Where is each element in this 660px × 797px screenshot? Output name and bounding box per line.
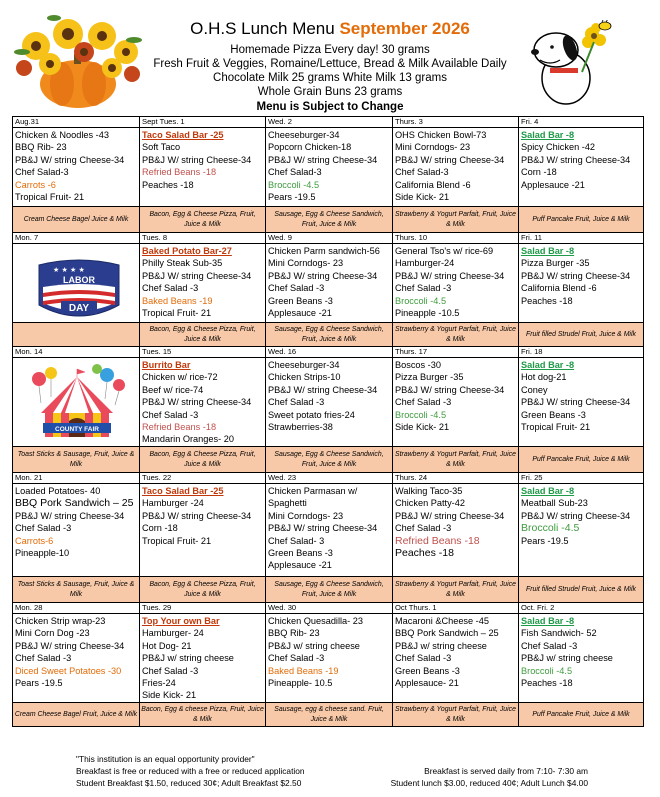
day-cell <box>140 473 266 577</box>
menu-item: Hamburger -24 <box>142 498 204 509</box>
menu-change-note: Menu is Subject to Change <box>256 101 404 113</box>
menu-item: PB&J W/ string Cheese-34 <box>15 640 125 651</box>
day-cell <box>13 117 140 207</box>
menu-item: Diced Sweet Potatoes -30 <box>15 665 122 676</box>
menu-item: PB&J W/ string Cheese-34 <box>395 510 505 521</box>
day-cell <box>140 347 266 447</box>
menu-item: Mini Corn Dog -23 <box>15 628 90 639</box>
breakfast-row <box>13 207 644 233</box>
menu-item: PB&J W/ string Cheese-34 <box>395 154 505 165</box>
day-label: Tues. 22 <box>140 473 265 484</box>
menu-item: Mini Corndogs- 23 <box>268 510 344 521</box>
breakfast-cell: Puff Pancake Fruit, Juice & Milk <box>519 703 644 727</box>
day-label: Wed. 9 <box>266 233 392 244</box>
menu-item: Chicken w/ rice-72 <box>142 372 218 383</box>
day-cell <box>140 117 266 207</box>
day-cell <box>393 347 519 447</box>
breakfast-cell: Sausage, Egg & Cheese Sandwich, Fruit, Juice & Milk <box>266 207 393 233</box>
menu-item: Chef Salad -3 <box>395 283 452 294</box>
day-cell <box>393 473 519 577</box>
breakfast-row <box>13 323 644 347</box>
menu-item: PB&J W/ string Cheese-34 <box>142 397 252 408</box>
breakfast-cell: Strawberry & Yogurt Parfait, Fruit, Juice & Milk <box>393 207 519 233</box>
menu-item: Green Beans -3 <box>268 548 333 559</box>
menu-item: Chef Salad -3 <box>15 653 72 664</box>
menu-item: Broccoli -4.5 <box>521 665 573 676</box>
menu-item: Chicken & Noodles -43 <box>15 130 109 140</box>
day-label: Mon. 28 <box>13 603 139 614</box>
header-line-2: Fresh Fruit & Veggies, Romaine/Lettuce, Bread & Milk Available Daily <box>153 58 507 70</box>
menu-item: Cheeseburger-34 <box>268 130 340 140</box>
menu-calendar <box>12 116 644 727</box>
menu-item: OHS Chicken Bowl-73 <box>395 130 487 140</box>
breakfast-cell: Fruit filled Strudel Fruit, Juice & Milk <box>519 323 644 347</box>
day-cell <box>13 603 140 703</box>
menu-item: Side Kick- 21 <box>142 690 197 701</box>
menu-item: Chef Salad -3 <box>395 523 452 534</box>
breakfast-cell: Strawberry & Yogurt Parfait, Fruit, Juice & Milk <box>393 703 519 727</box>
menu-item: Refried Beans -18 <box>395 534 480 547</box>
breakfast-cell: Bacon, Egg & Cheese Pizza, Fruit, Juice & Milk <box>140 323 266 347</box>
day-label: Fri. 18 <box>519 347 643 358</box>
menu-item: Hot Dog- 21 <box>142 640 192 651</box>
day-label: Fri. 25 <box>519 473 643 484</box>
day-label: Wed. 23 <box>266 473 392 484</box>
menu-item: Peaches -18 <box>142 179 194 190</box>
day-cell <box>393 117 519 207</box>
menu-item: Side Kick- 21 <box>395 422 450 433</box>
menu-item: Fries-24 <box>142 678 176 689</box>
menu-item: Refried Beans -18 <box>142 422 217 433</box>
menu-item: Hamburger-24 <box>395 258 455 269</box>
breakfast-time: Breakfast is served daily from 7:10- 7:30 am <box>424 766 588 776</box>
breakfast-cell: Fruit filled Strudel Fruit, Juice & Milk <box>519 577 644 603</box>
menu-item: Chef Salad -3 <box>15 523 72 534</box>
menu-item: PB&J W/ string Cheese-34 <box>521 270 631 281</box>
free-reduced-note: Breakfast is free or reduced with a free or reduced application <box>76 766 305 776</box>
week-row <box>13 603 644 703</box>
breakfast-cell: Cream Cheese Bagel Juice & Milk <box>13 207 140 233</box>
menu-item: PB&J W/ string Cheese-34 <box>268 270 378 281</box>
day-label: Mon. 21 <box>13 473 139 484</box>
menu-item: Chicken Parm sandwich-56 <box>268 246 380 256</box>
breakfast-cell <box>13 323 140 347</box>
menu-item: Chef Salad-3 <box>268 167 322 178</box>
day-cell <box>393 233 519 323</box>
day-label: Thurs. 17 <box>393 347 518 358</box>
menu-item: Broccoli -4.5 <box>395 295 447 306</box>
day-label: Mon. 14 <box>13 347 139 358</box>
breakfast-row <box>13 703 644 727</box>
menu-item: PB&J W/ string Cheese-34 <box>142 510 252 521</box>
menu-item: Coney <box>521 384 548 395</box>
menu-item: PB&J W/ string Cheese-34 <box>15 510 125 521</box>
menu-item: PB&J W/ string Cheese-34 <box>521 397 631 408</box>
day-label: Thurs. 24 <box>393 473 518 484</box>
menu-item: BBQ Pork Sandwich – 25 <box>15 497 134 510</box>
menu-item: Chef Salad-3 <box>395 167 449 178</box>
day-label: Aug.31 <box>13 117 139 128</box>
day-label: Thurs. 3 <box>393 117 518 128</box>
menu-item: California Blend -6 <box>395 179 471 190</box>
menu-item: Boscos -30 <box>395 360 441 370</box>
menu-item: PB&J w/ string cheese <box>521 653 613 664</box>
menu-item: Top Your own Bar <box>142 616 220 626</box>
menu-item: Corn -18 <box>521 167 557 178</box>
menu-item: PB&J w/ string cheese <box>395 640 487 651</box>
day-label: Mon. 7 <box>13 233 139 244</box>
labor-day-badge <box>35 257 123 321</box>
header-line-1: Homemade Pizza Every day! 30 grams <box>230 44 430 56</box>
county-fair-tent-graphic <box>27 363 127 447</box>
day-cell <box>519 473 644 577</box>
menu-item: Strawberries-38 <box>268 422 333 433</box>
menu-item: Loaded Potatoes- 40 <box>15 486 101 496</box>
day-label: Oct Thurs. 1 <box>393 603 518 614</box>
breakfast-cell: Strawberry & Yogurt Parfait, Fruit, Juice & Milk <box>393 447 519 473</box>
day-cell <box>140 603 266 703</box>
menu-item: Pineapple-10 <box>15 548 70 559</box>
menu-item: Chef Salad -3 <box>395 653 452 664</box>
menu-item: PB&J W/ string Cheese-34 <box>142 154 252 165</box>
breakfast-cell: Puff Pancake Fruit, Juice & Milk <box>519 447 644 473</box>
menu-item: Burrito Bar <box>142 360 191 370</box>
header-line-4: Whole Grain Buns 23 grams <box>257 86 403 98</box>
breakfast-cell: Bacon, Egg & Cheese Pizza, Fruit, Juice & Milk <box>140 207 266 233</box>
menu-item: Chef Salad -3 <box>395 397 452 408</box>
menu-item: Applesauce -21 <box>268 560 332 571</box>
day-cell <box>266 473 393 577</box>
menu-item: Pizza Burger -35 <box>521 258 590 269</box>
day-label: Fri. 4 <box>519 117 643 128</box>
menu-item: Chicken Quesadilla- 23 <box>268 616 363 626</box>
menu-item: Tropical Fruit- 21 <box>521 422 591 433</box>
menu-item: Mandarin Oranges- 20 <box>142 434 234 445</box>
menu-item: Taco Salad Bar -25 <box>142 486 224 496</box>
menu-item: Tropical Fruit- 21 <box>15 192 85 203</box>
day-cell <box>266 233 393 323</box>
menu-item: Pears -19.5 <box>268 192 316 203</box>
menu-item: Chicken Strips-10 <box>268 372 341 383</box>
breakfast-cell: Toast Sticks & Sausage, Fruit, Juice & Milk <box>13 577 140 603</box>
week-row <box>13 117 644 207</box>
menu-item: PB&J W/ string Cheese-34 <box>268 154 378 165</box>
menu-item: BBQ Pork Sandwich – 25 <box>395 628 499 639</box>
menu-item: Applesauce- 21 <box>395 678 459 689</box>
breakfast-cell: Puff Pancake Fruit, Juice & Milk <box>519 207 644 233</box>
header-line-3: Chocolate Milk 25 grams White Milk 13 grams <box>213 72 447 84</box>
menu-item: Salad Bar -8 <box>521 130 575 140</box>
menu-item: Pineapple- 10.5 <box>268 678 333 689</box>
title-month: September 2026 <box>339 19 470 38</box>
menu-item: Baked Beans -19 <box>142 295 213 306</box>
day-cell <box>140 233 266 323</box>
day-cell <box>519 603 644 703</box>
day-label: Tues. 29 <box>140 603 265 614</box>
menu-item: PB&J W/ string Cheese-34 <box>15 154 125 165</box>
snoopy-woodstock-graphic <box>522 20 614 110</box>
day-cell <box>519 117 644 207</box>
menu-item: Macaroni &Cheese -45 <box>395 616 489 626</box>
day-cell <box>266 347 393 447</box>
menu-item: Peaches -18 <box>395 547 454 560</box>
menu-item: PB&J W/ string Cheese-34 <box>521 510 631 521</box>
menu-item: Pears -19.5 <box>15 678 63 689</box>
day-cell <box>13 347 140 447</box>
menu-item: Taco Salad Bar -25 <box>142 130 224 140</box>
menu-item: Sweet potato fries-24 <box>268 409 355 420</box>
menu-item: Mini Corndogs- 23 <box>395 142 471 153</box>
day-cell <box>13 233 140 323</box>
menu-item: Pizza Burger -35 <box>395 372 464 383</box>
day-label: Oct. Fri. 2 <box>519 603 643 614</box>
day-label: Thurs. 10 <box>393 233 518 244</box>
menu-item: PB&J W/ string Cheese-34 <box>268 523 378 534</box>
menu-item: Spicy Chicken -42 <box>521 142 596 153</box>
menu-item: BBQ Rib- 23 <box>268 628 320 639</box>
menu-item: Cheeseburger-34 <box>268 360 340 370</box>
menu-item: Beef w/ rice-74 <box>142 384 204 395</box>
menu-item: Peaches -18 <box>521 678 573 689</box>
menu-item: PB&J W/ string Cheese-34 <box>521 154 631 165</box>
breakfast-cell: Sausage, Egg & Cheese Sandwich, Fruit, Juice & Milk <box>266 447 393 473</box>
svg-text:LABOR: LABOR <box>63 275 95 285</box>
menu-item: Chicken Patty-42 <box>395 498 465 509</box>
menu-item: Salad Bar -8 <box>521 360 575 370</box>
menu-item: Broccoli -4.5 <box>521 522 580 535</box>
menu-item: Tropical Fruit- 21 <box>142 308 212 319</box>
menu-item: Philly Steak Sub-35 <box>142 258 223 269</box>
menu-item: Applesauce -21 <box>521 179 585 190</box>
menu-item: Hamburger- 24 <box>142 628 204 639</box>
menu-item: Broccoli -4.5 <box>395 409 447 420</box>
menu-item: PB&J W/ string Cheese-34 <box>395 270 505 281</box>
menu-item: General Tso's w/ rice-69 <box>395 246 494 256</box>
day-cell <box>13 473 140 577</box>
menu-item: Pineapple -10.5 <box>395 308 460 319</box>
menu-item: Chicken Parmasan w/ <box>268 486 358 496</box>
menu-item: Tropical Fruit- 21 <box>142 535 212 546</box>
menu-item: Pears -19.5 <box>521 535 569 546</box>
menu-item: Chef Salad -3 <box>142 409 199 420</box>
menu-item: PB&J w/ string cheese <box>142 653 234 664</box>
breakfast-cell: Toast Sticks & Sausage, Fruit, Juice & Milk <box>13 447 140 473</box>
menu-item: PB&J W/ string Cheese-34 <box>395 384 505 395</box>
breakfast-cell: Cream Cheese Bagel Fruit, Juice & Milk <box>13 703 140 727</box>
day-label: Wed. 30 <box>266 603 392 614</box>
menu-item: Carrots -6 <box>15 179 56 190</box>
lunch-prices: Student lunch $3.00, reduced 40¢; Adult Lunch $4.00 <box>390 778 588 788</box>
menu-item: Popcorn Chicken-18 <box>268 142 352 153</box>
menu-item: PB&J w/ string cheese <box>268 640 360 651</box>
day-cell <box>519 233 644 323</box>
page-title: O.H.S Lunch Menu September 2026 <box>190 19 470 38</box>
week-row <box>13 473 644 577</box>
menu-item: Side Kick- 21 <box>395 192 450 203</box>
menu-item: California Blend -6 <box>521 283 597 294</box>
menu-item: Chicken Strip wrap-23 <box>15 616 106 626</box>
menu-item: Refried Beans -18 <box>142 167 217 178</box>
breakfast-cell: Bacon, Egg & Cheese Pizza, Fruit, Juice & Milk <box>140 447 266 473</box>
menu-item: Salad Bar -8 <box>521 246 575 256</box>
breakfast-cell: Bacon, Egg & cheese Pizza, Fruit, Juice & Milk <box>140 703 266 727</box>
week-row <box>13 233 644 323</box>
day-cell <box>266 603 393 703</box>
menu-item: Green Beans -3 <box>521 409 586 420</box>
svg-text:DAY: DAY <box>68 303 90 314</box>
breakfast-prices: Student Breakfast $1.50, reduced 30¢; Adult Breakfast $2.50 <box>76 778 302 788</box>
breakfast-cell: Sausage, Egg & Cheese Sandwich, Fruit, Juice & Milk <box>266 323 393 347</box>
breakfast-cell: Sausage, egg & cheese sand. Fruit, Juice & Milk <box>266 703 393 727</box>
menu-item: Chef Salad -3 <box>268 283 325 294</box>
menu-item: Carrots-6 <box>15 535 54 546</box>
menu-item: Green Beans -3 <box>268 295 333 306</box>
menu-item: Peaches -18 <box>521 295 573 306</box>
menu-item: Applesauce -21 <box>268 308 332 319</box>
menu-item: Spaghetti <box>268 498 307 509</box>
day-label: Tues. 8 <box>140 233 265 244</box>
menu-item: Soft Taco <box>142 142 181 153</box>
breakfast-cell: Sausage, Egg & Cheese Sandwich, Fruit, Juice & Milk <box>266 577 393 603</box>
menu-item: PB&J W/ string Cheese-34 <box>142 270 252 281</box>
menu-header <box>0 0 660 116</box>
menu-item: Chef Salad -3 <box>142 283 199 294</box>
menu-item: Baked Beans -19 <box>268 665 339 676</box>
week-row <box>13 347 644 447</box>
menu-item: Walking Taco-35 <box>395 486 463 496</box>
breakfast-row <box>13 577 644 603</box>
day-label: Sept Tues. 1 <box>140 117 265 128</box>
menu-item: Salad Bar -8 <box>521 616 575 626</box>
county-fair-label: COUNTY FAIR <box>55 426 99 433</box>
menu-item: Green Beans -3 <box>395 665 460 676</box>
menu-item: Chef Salad- 3 <box>268 535 325 546</box>
menu-item: PB&J W/ string Cheese-34 <box>268 384 378 395</box>
menu-item: Salad Bar -8 <box>521 486 575 496</box>
menu-item: Hot dog-21 <box>521 372 567 383</box>
day-cell <box>519 347 644 447</box>
day-label: Wed. 16 <box>266 347 392 358</box>
breakfast-cell: Strawberry & Yogurt Parfait, Fruit, Juice & Milk <box>393 577 519 603</box>
menu-item: Corn -18 <box>142 523 178 534</box>
menu-item: Fish Sandwich- 52 <box>521 628 597 639</box>
menu-item: Chef Salad-3 <box>15 167 69 178</box>
menu-item: Baked Potato Bar-27 <box>142 246 232 256</box>
day-cell <box>393 603 519 703</box>
menu-item: Chef Salad -3 <box>268 653 325 664</box>
equal-opportunity-statement: "This institution is an equal opportunity provider" <box>76 754 255 764</box>
day-cell <box>266 117 393 207</box>
svg-text:★ ★ ★ ★: ★ ★ ★ ★ <box>53 266 85 274</box>
breakfast-row <box>13 447 644 473</box>
menu-item: Broccoli -4.5 <box>268 179 320 190</box>
menu-item: Mini Corndogs- 23 <box>268 258 344 269</box>
menu-item: Chef Salad -3 <box>268 397 325 408</box>
menu-item: Chef Salad -3 <box>521 640 578 651</box>
day-label: Wed. 2 <box>266 117 392 128</box>
menu-item: Meatball Sub-23 <box>521 498 588 509</box>
menu-item: BBQ Rib- 23 <box>15 142 67 153</box>
day-label: Tues. 15 <box>140 347 265 358</box>
day-label: Fri. 11 <box>519 233 643 244</box>
breakfast-cell: Bacon, Egg & Cheese Pizza, Fruit, Juice & Milk <box>140 577 266 603</box>
menu-item: Chef Salad -3 <box>142 665 199 676</box>
breakfast-cell: Strawberry & Yogurt Parfait, Fruit, Juice & Milk <box>393 323 519 347</box>
